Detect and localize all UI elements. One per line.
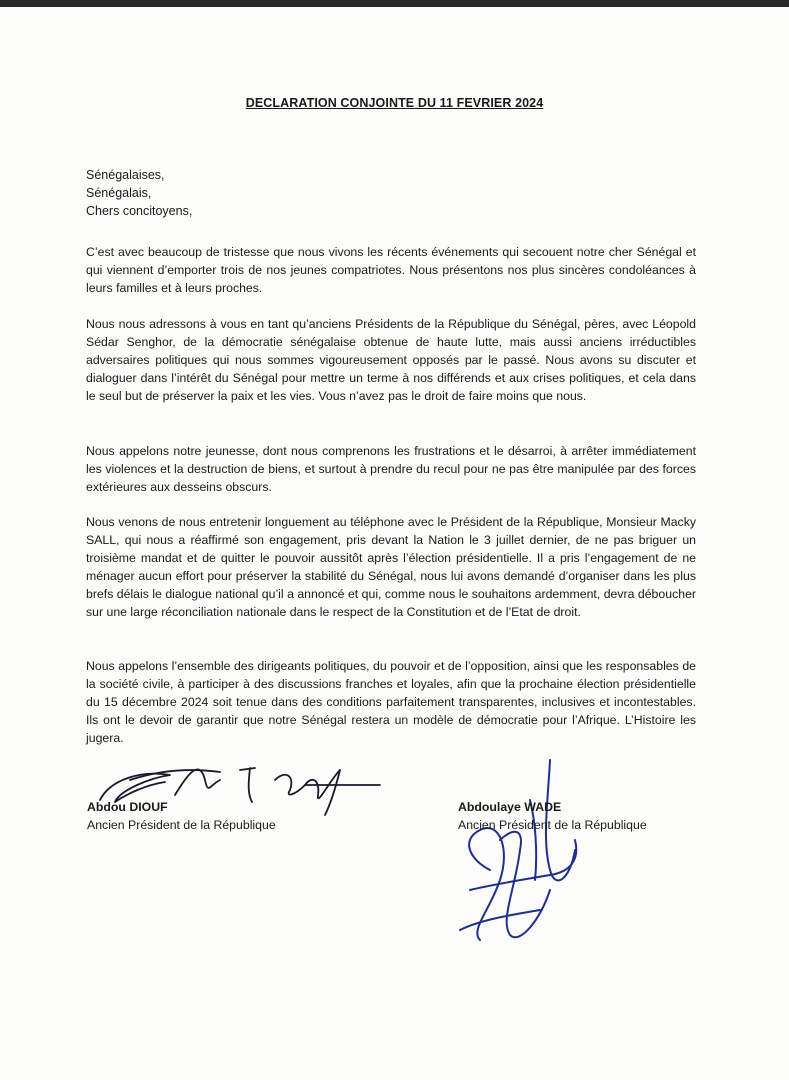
signatory-name: Abdoulaye WADE <box>458 800 562 814</box>
document-title: DECLARATION CONJOINTE DU 11 FEVRIER 2024 <box>245 96 544 110</box>
paragraph-1: C’est avec beaucoup de tristesse que nous vivons les récents événements qui secouent notre cher Sénégal et qui viennent d’emporter trois de nos jeunes compatriotes. Nous présentons nos plus sincères condoléances à leurs familles et à leurs proches. <box>86 245 696 296</box>
top-bar <box>0 0 789 7</box>
signatory-name: Abdou DIOUF <box>87 800 168 814</box>
paragraph-2: Nous nous adressons à vous en tant qu’anciens Présidents de la République du Sénégal, pères, avec Léopold Sédar Senghor, de la démocratie sénégalaise obtenue de haute lutte, mais aussi anciens irréductibles adversaires politiques qui nous sommes vigoureusement opposés par le passé. Nous avons su discuter et dialoguer dans l’intérêt du Sénégal pour mettre un terme à nos différends et aux crises politiques, et cela dans le seul but de préserver la paix et les vies. Vous n’avez pas le droit de faire moins que nous. <box>86 317 696 404</box>
paragraph-4: Nous venons de nous entretenir longuement au téléphone avec le Président de la République, Monsieur Macky SALL, qui nous a réaffirmé son engagement, pris devant la Nation le 3 juillet dernier, de ne pas briguer un troisième mandat et de quitter le pouvoir aussitôt après l’élection présidentielle. Il a pris l’engagement de ne ménager aucun effort pour préserver la stabilité du Sénégal, nous lui avons demandé d’organiser dans les plus brefs délais le dialogue national qu’il a annoncé et qui, comme nous le souhaitons ardemment, devra déboucher sur une large réconciliation nationale dans le respect de la Constitution et de l’Etat de droit. <box>86 515 696 620</box>
salutation-line: Sénégalais, <box>86 186 152 200</box>
paragraph-5: Nous appelons l’ensemble des dirigeants politiques, du pouvoir et de l’opposition, ainsi que les responsables de la société civile, à participer à des discussions franches et loyales, afin que la prochaine élection présidentielle du 15 décembre 2024 soit tenue dans des conditions parfaitement transparentes, inclusives et incontestables. Ils ont le devoir de garantir que notre Sénégal restera un modèle de démocratie pour l’Afrique. L’Histoire les jugera. <box>86 659 696 746</box>
salutation <box>86 166 192 220</box>
salutation-line: Sénégalaises, <box>86 168 165 182</box>
paragraph-3: Nous appelons notre jeunesse, dont nous comprenons les frustrations et le désarroi, à arrêter immédiatement les violences et la destruction de biens, et surtout à prendre du recul pour ne pas être manipulée par des forces extérieures aux desseins obscurs. <box>86 444 696 495</box>
salutation-line: Chers concitoyens, <box>86 204 193 218</box>
signatory-title: Ancien Président de la République <box>458 818 647 832</box>
signatory-title: Ancien Président de la République <box>87 818 276 832</box>
